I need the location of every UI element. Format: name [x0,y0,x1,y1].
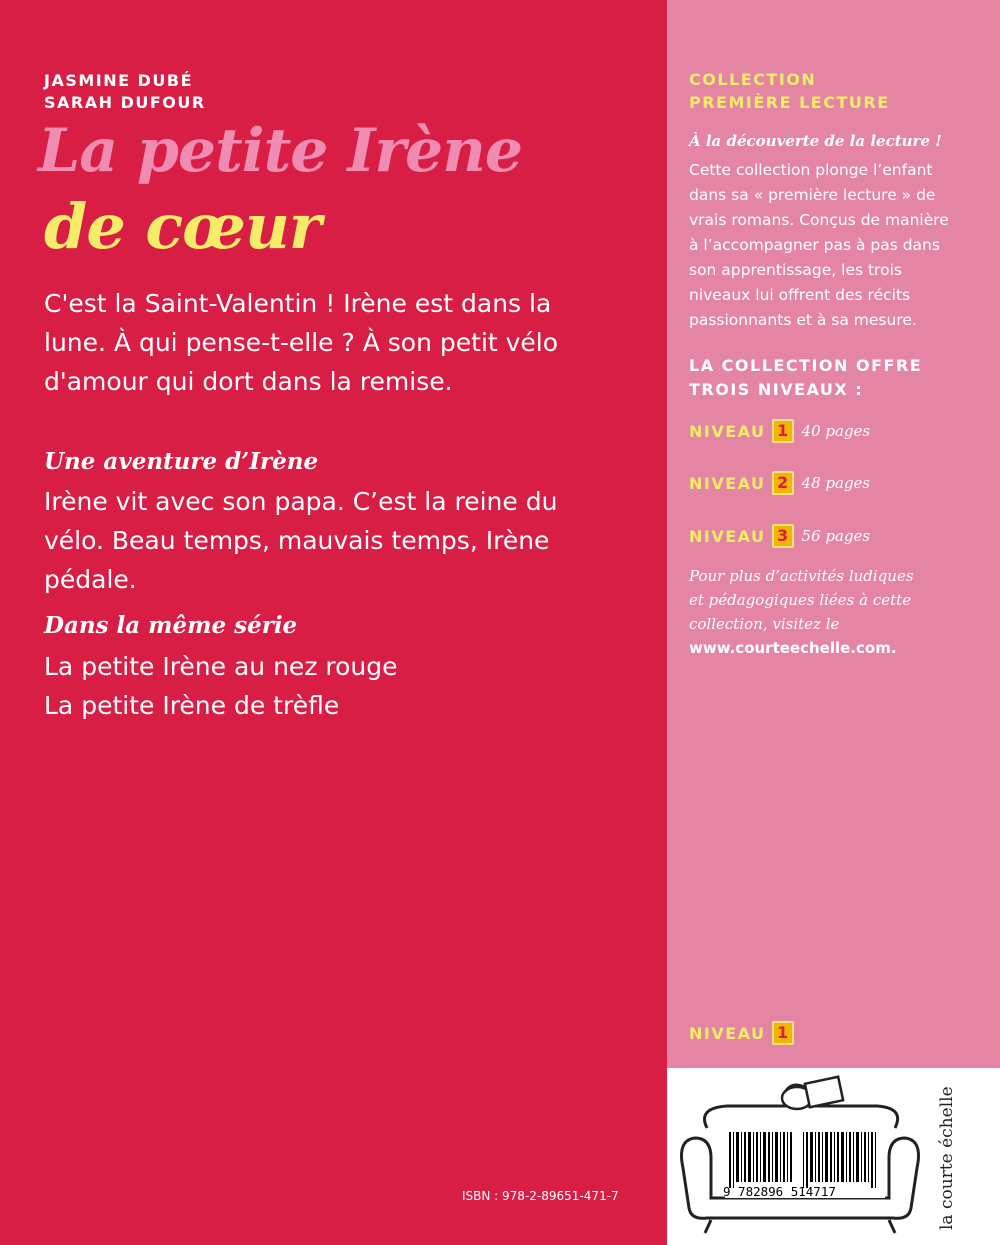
series-list [44,647,398,725]
level-label: NIVEAU [689,421,766,441]
adventure-line: pédale. [44,565,137,594]
more-line: Pour plus d’activités ludiques [689,567,914,585]
level-label: NIVEAU [689,526,766,546]
level-pages: 48 pages [801,474,871,492]
adventure-line: vélo. Beau temps, mauvais temps, Irène [44,526,550,555]
adventure-heading: Une aventure d’Irène [44,448,319,475]
author-name: SARAH DUFOUR [44,93,206,112]
website-link[interactable]: www.courteechelle.com. [689,639,897,657]
publisher-logo: la courte échelle [937,1086,957,1230]
adventure-line: Irène vit avec son papa. C’est la reine du [44,487,558,516]
level-pages: 40 pages [801,422,871,440]
authors [44,70,206,114]
level-3-badge-icon: 3 [772,524,794,548]
book-level [689,1018,794,1048]
collection-line: Cette collection plonge l’enfant [689,161,933,179]
blurb-line: C'est la Saint-Valentin ! Irène est dans la [44,289,552,318]
collection-line: passionnants et à sa mesure. [689,311,917,329]
book-title-line2: de cœur [44,190,321,263]
offer-line: TROIS NIVEAUX : [689,380,864,399]
series-item: La petite Irène de trèfle [44,691,340,720]
level-row [689,416,870,446]
more-info [689,564,914,660]
blurb [44,284,644,401]
level-1-badge-icon: 1 [772,419,794,443]
collection-offer [689,354,922,402]
author-name: JASMINE DUBÉ [44,71,194,90]
series-heading: Dans la même série [44,612,298,639]
blurb-line: d'amour qui dort dans la remise. [44,367,453,396]
book-level-label: NIVEAU [689,1023,766,1043]
collection-description [689,158,949,333]
collection-title-line: COLLECTION [689,70,817,89]
more-line: collection, visitez le [689,615,840,633]
level-label: NIVEAU [689,473,766,493]
collection-title [689,68,890,114]
series-item: La petite Irène au nez rouge [44,652,398,681]
adventure-text [44,482,557,599]
book-title-line1: La petite Irène [38,116,523,186]
collection-line: dans sa « première lecture » de [689,186,936,204]
level-2-badge-icon: 2 [772,471,794,495]
level-row [689,468,870,498]
more-line: et pédagogiques liées à cette [689,591,912,609]
collection-line: à l’accompagner pas à pas dans [689,236,940,254]
collection-lead: À la découverte de la lecture ! [689,132,942,150]
collection-line: niveaux lui offrent des récits [689,286,911,304]
blurb-line: lune. À qui pense-t-elle ? À son petit vélo [44,328,559,357]
level-row [689,521,870,551]
collection-line: vrais romans. Conçus de manière [689,211,949,229]
offer-line: LA COLLECTION OFFRE [689,356,923,375]
isbn: ISBN : 978-2-89651-471-7 [462,1189,619,1203]
level-pages: 56 pages [801,527,871,545]
collection-title-line: PREMIÈRE LECTURE [689,93,890,112]
book-level-badge-icon: 1 [772,1021,794,1045]
collection-line: son apprentissage, les trois [689,261,902,279]
barcode-number: 9 782896 514717 [723,1184,836,1199]
